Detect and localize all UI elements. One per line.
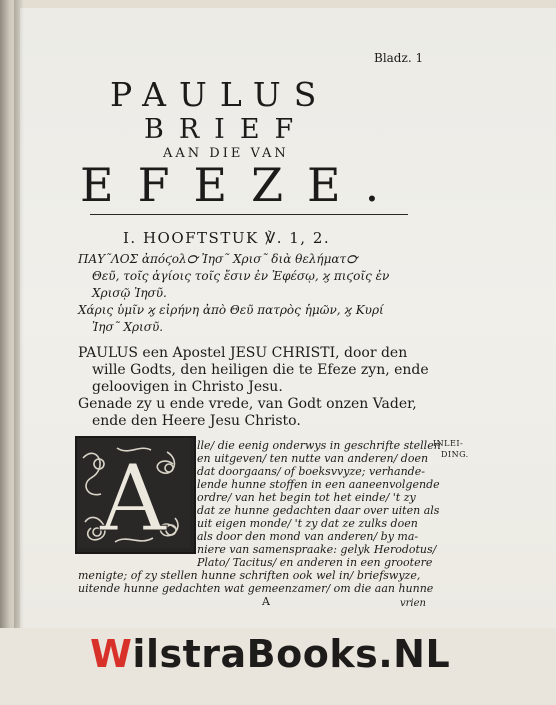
dutch-line: PAULUS een Apostel JESU CHRISTI, door den	[78, 345, 408, 361]
watermark-logo	[90, 632, 450, 676]
body-line: lle/ die eenig onderwys in geschrifte stellen	[197, 439, 441, 452]
body-line: Plato/ Tacitus/ en anderen in een grootere	[197, 556, 433, 569]
greek-line: Χρισῷ Ἰησῦ.	[92, 286, 167, 300]
title-brief: BRIEF	[144, 114, 309, 145]
chapter-heading: I. HOOFTSTUK ℣. 1, 2.	[123, 229, 331, 247]
margin-note: INLEI-	[433, 439, 464, 448]
greek-line: ΠΑΥ῀ΛΟΣ ἀπόϛολ℺ Ἰησ῀ Χρισ῀ διὰ θελήματ℺	[78, 252, 358, 266]
body-line: menigte; of zy stellen hunne schriften ook wel in/ briefswyze,	[78, 569, 421, 582]
dutch-line: geloovigen in Christo Jesu.	[92, 379, 283, 395]
body-line: dat doorgaans/ of boeksvvyze; verhande-	[197, 465, 425, 478]
title-efeze: EFEZE.	[80, 158, 404, 212]
title-paulus: PAULUS	[110, 75, 330, 114]
page-number: Bladz. 1	[374, 51, 424, 65]
body-line: niere van samenspraake: gelyk Herodotus/	[197, 543, 437, 556]
dutch-line: ende den Heere Jesu Christo.	[92, 413, 301, 429]
watermark-initial: W	[90, 632, 133, 676]
body-line: lende hunne stoffen in een aaneenvolgende	[197, 478, 440, 491]
ornament-icon	[77, 438, 190, 548]
body-line: uitende hunne gedachten wat gemeenzamer/ om die aan hunne	[78, 582, 434, 595]
margin-note: DING.	[441, 450, 469, 459]
gutter-shadow	[14, 0, 24, 705]
body-line: als door den mond van anderen/ by ma-	[197, 530, 419, 543]
dutch-line: wille Godts, den heiligen die te Efeze zyn, ende	[92, 362, 429, 378]
body-line: dat ze hunne gedachten daar over uiten als	[197, 504, 440, 517]
watermark-text: ilstraBooks.NL	[132, 632, 451, 676]
greek-line: Ἰησ῀ Χρισῦ.	[92, 320, 164, 334]
svg-text:A: A	[99, 445, 167, 548]
dutch-line: Genade zy u ende vrede, van Godt onzen Vader,	[78, 396, 417, 412]
decorated-initial	[75, 436, 196, 554]
signature-mark: A	[262, 595, 270, 608]
body-line: ordre/ van het begin tot het einde/ 't zy	[197, 491, 416, 504]
catchword: vrien	[400, 598, 426, 609]
greek-line: Χάρις ὑμῖν ϗ εἰρήνη ἀπὸ Θεῦ πατρὸς ἡμῶν, ϗ Κυρί	[78, 303, 384, 317]
greek-line: Θεῦ, τοῖς ἁγίοις τοῖς ἔσιν ἐν Ἐφέσῳ, ϗ πιϛοῖς ἐν	[92, 269, 390, 283]
title-aan-die-van: AAN DIE VAN	[163, 146, 289, 161]
title-rule	[90, 214, 408, 215]
body-line: en uitgeven/ ten nutte van anderen/ doen	[197, 452, 429, 465]
body-line: uit eigen monde/ 't zy dat ze zulks doen	[197, 517, 418, 530]
